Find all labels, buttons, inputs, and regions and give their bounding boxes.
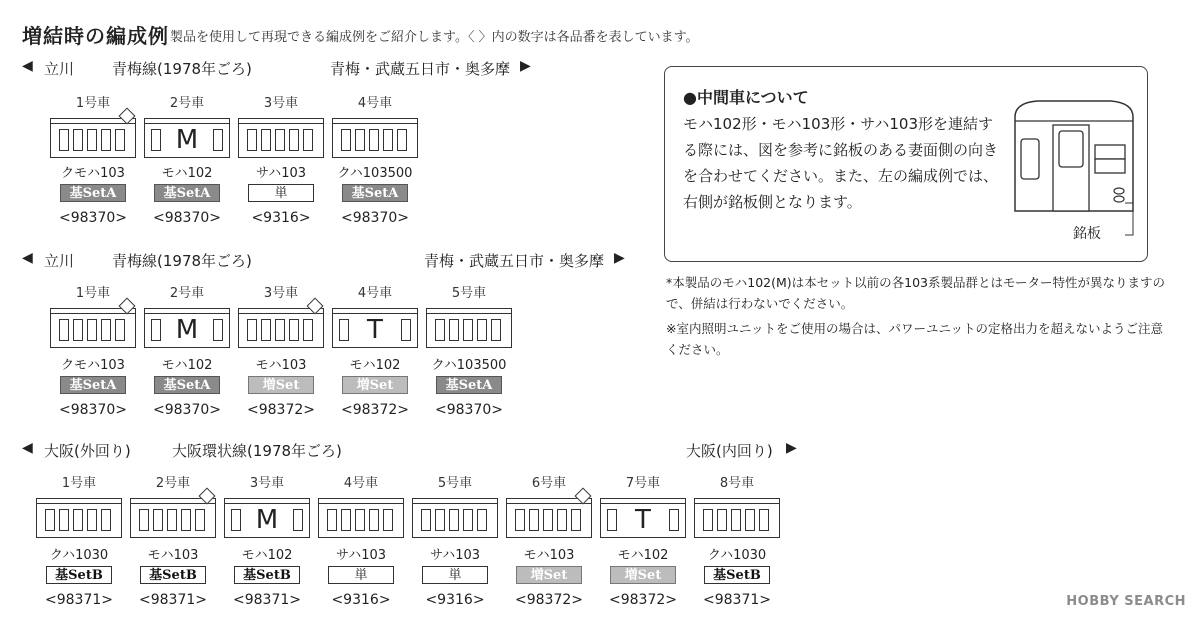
middle-car-info-box: [664, 66, 1148, 262]
car-number: 2号車: [155, 476, 191, 491]
car-roof-line: [239, 313, 323, 314]
set-badge: 単: [422, 566, 488, 584]
set-badge: 基SetB: [46, 566, 112, 584]
car-model: クモハ103: [61, 166, 125, 181]
car-window: [369, 129, 379, 151]
car-mark: [333, 314, 417, 346]
car-illustration: [50, 118, 136, 158]
car-window: [421, 509, 431, 531]
product-code: <98370>: [153, 402, 221, 418]
car-roof-line: [37, 503, 121, 504]
car-window: [87, 509, 97, 531]
car-window: [73, 129, 83, 151]
car-mark: [601, 504, 685, 536]
car-window: [275, 319, 285, 341]
car-model: モハ102: [161, 358, 213, 373]
car-window: [435, 319, 445, 341]
set-badge: 単: [328, 566, 394, 584]
car-model: クハ103500: [431, 358, 507, 373]
motor-note: *本製品のモハ102(M)は本セット以前の各103系製品群とはモーター特性が異なりますので、併結は行わないでください。: [666, 275, 1166, 311]
car-window: [731, 509, 741, 531]
product-code: <98370>: [59, 210, 127, 226]
car-illustration: [506, 498, 592, 538]
car-number: 2号車: [169, 96, 205, 111]
car-window: [717, 509, 727, 531]
set-badge: 基SetB: [140, 566, 206, 584]
car-roof-line: [51, 123, 135, 124]
car-window: [449, 319, 459, 341]
car-window: [261, 319, 271, 341]
car-window: [449, 509, 459, 531]
set-badge: 増Set: [342, 376, 408, 394]
car-number: 5号車: [437, 476, 473, 491]
car-mark-letter: T: [361, 315, 389, 345]
set-badge: 基SetA: [60, 184, 126, 202]
nameplate-label: 銘板: [1073, 226, 1101, 242]
right-arrow-icon: ▶: [614, 250, 625, 266]
car-window: [515, 509, 525, 531]
car-window: [181, 509, 191, 531]
car-window: [275, 129, 285, 151]
car-window: [87, 319, 97, 341]
product-code: <9316>: [425, 592, 485, 608]
car-window: [529, 509, 539, 531]
car-mark-letter: T: [629, 505, 657, 535]
car-model: サハ103: [429, 548, 481, 563]
product-code: <98371>: [703, 592, 771, 608]
car-model: モハ103: [147, 548, 199, 563]
direction-right-label: 青梅・武蔵五日市・奥多摩: [424, 252, 605, 270]
line-label: 青梅線(1978年ごろ): [112, 60, 252, 78]
car-window: [289, 129, 299, 151]
product-code: <98371>: [233, 592, 301, 608]
car-number: 7号車: [625, 476, 661, 491]
car-roof-line: [131, 503, 215, 504]
set-badge: 単: [248, 184, 314, 202]
set-badge: 基SetA: [154, 376, 220, 394]
car-window: [463, 509, 473, 531]
car-number: 3号車: [249, 476, 285, 491]
car-roof-line: [413, 503, 497, 504]
car-mark: [225, 504, 309, 536]
car-window: [73, 319, 83, 341]
car-window: [341, 509, 351, 531]
right-arrow-icon: ▶: [786, 440, 797, 456]
car-window: [477, 509, 487, 531]
set-badge: 基SetB: [234, 566, 300, 584]
car-model: サハ103: [255, 166, 307, 181]
car-mark: [145, 314, 229, 346]
product-code: <98372>: [609, 592, 677, 608]
car-window: [139, 509, 149, 531]
product-code: <98371>: [139, 592, 207, 608]
car-window: [369, 509, 379, 531]
car-model: モハ102: [241, 548, 293, 563]
car-window: [491, 319, 501, 341]
info-text: モハ102形・モハ103形・サハ103形を連結する際には、図を参考に銘板のある妻面側の向きを合わせてください。また、左の編成例では、右側が銘板側となります。: [683, 115, 999, 211]
car-roof-line: [319, 503, 403, 504]
car-number: 3号車: [263, 286, 299, 301]
product-code: <98370>: [153, 210, 221, 226]
car-window: [303, 129, 313, 151]
car-window: [327, 509, 337, 531]
car-illustration: [50, 308, 136, 348]
car-roof-line: [51, 313, 135, 314]
car-window: [59, 319, 69, 341]
car-model: クハ1030: [49, 548, 109, 563]
car-model: クハ1030: [707, 548, 767, 563]
set-badge: 基SetA: [436, 376, 502, 394]
car-window: [703, 509, 713, 531]
car-model: モハ103: [523, 548, 575, 563]
car-illustration: [36, 498, 122, 538]
set-badge: 基SetA: [342, 184, 408, 202]
car-roof-line: [507, 503, 591, 504]
set-badge: 増Set: [248, 376, 314, 394]
car-illustration: [238, 118, 324, 158]
car-illustration: [332, 118, 418, 158]
car-number: 5号車: [451, 286, 487, 301]
car-illustration: [426, 308, 512, 348]
direction-left-label: 大阪(外回り): [44, 442, 131, 460]
product-code: <98370>: [435, 402, 503, 418]
car-illustration: [144, 118, 230, 158]
left-arrow-icon: ◀: [22, 250, 33, 266]
car-illustration: [332, 308, 418, 348]
car-window: [543, 509, 553, 531]
car-number: 2号車: [169, 286, 205, 301]
info-heading: ●中間車について: [683, 88, 809, 107]
car-number: 1号車: [61, 476, 97, 491]
car-illustration: [224, 498, 310, 538]
product-code: <9316>: [331, 592, 391, 608]
car-window: [397, 129, 407, 151]
car-window: [477, 319, 487, 341]
product-code: <98372>: [247, 402, 315, 418]
car-window: [101, 509, 111, 531]
car-number: 4号車: [357, 286, 393, 301]
car-model: サハ103: [335, 548, 387, 563]
product-code: <98370>: [341, 210, 409, 226]
car-mark-letter: M: [250, 505, 284, 535]
car-window: [435, 509, 445, 531]
set-badge: 増Set: [516, 566, 582, 584]
car-illustration: [130, 498, 216, 538]
car-window: [341, 129, 351, 151]
product-code: <98370>: [59, 402, 127, 418]
car-window: [557, 509, 567, 531]
car-illustration: [412, 498, 498, 538]
car-window: [87, 129, 97, 151]
car-window: [383, 509, 393, 531]
car-illustration: [694, 498, 780, 538]
car-window: [571, 509, 581, 531]
car-window: [59, 509, 69, 531]
watermark-logo: HOBBY SEARCH: [1066, 594, 1186, 609]
right-arrow-icon: ▶: [520, 58, 531, 74]
car-window: [115, 129, 125, 151]
set-badge: 基SetA: [154, 184, 220, 202]
car-window: [115, 319, 125, 341]
car-window: [153, 509, 163, 531]
car-window: [355, 509, 365, 531]
direction-right-label: 大阪(内回り): [686, 442, 773, 460]
car-window: [247, 319, 257, 341]
car-window: [59, 129, 69, 151]
direction-right-label: 青梅・武蔵五日市・奥多摩: [330, 60, 511, 78]
car-number: 6号車: [531, 476, 567, 491]
direction-left-label: 立川: [44, 252, 75, 270]
car-window: [101, 319, 111, 341]
title-note: 製品を使用して再現できる編成例をご紹介します。〈 〉内の数字は各品番を表しています。: [170, 30, 699, 45]
car-number: 3号車: [263, 96, 299, 111]
car-model: モハ102: [349, 358, 401, 373]
car-window: [383, 129, 393, 151]
car-illustration: [144, 308, 230, 348]
car-window: [759, 509, 769, 531]
car-window: [261, 129, 271, 151]
car-number: 4号車: [343, 476, 379, 491]
product-code: <9316>: [251, 210, 311, 226]
car-number: 8号車: [719, 476, 755, 491]
car-model: モハ102: [617, 548, 669, 563]
car-roof-line: [239, 123, 323, 124]
left-arrow-icon: ◀: [22, 58, 33, 74]
car-number: 4号車: [357, 96, 393, 111]
car-window: [45, 509, 55, 531]
line-label: 青梅線(1978年ごろ): [112, 252, 252, 270]
car-window: [167, 509, 177, 531]
set-badge: 増Set: [610, 566, 676, 584]
car-illustration: [318, 498, 404, 538]
car-number: 1号車: [75, 286, 111, 301]
car-illustration: [238, 308, 324, 348]
set-badge: 基SetA: [60, 376, 126, 394]
car-window: [289, 319, 299, 341]
car-number: 1号車: [75, 96, 111, 111]
left-arrow-icon: ◀: [22, 440, 33, 456]
product-code: <98371>: [45, 592, 113, 608]
car-window: [195, 509, 205, 531]
lighting-note: ※室内照明ユニットをご使用の場合は、パワーユニットの定格出力を超えないようご注意ください。: [666, 321, 1163, 357]
car-roof-line: [427, 313, 511, 314]
car-window: [101, 129, 111, 151]
car-window: [745, 509, 755, 531]
product-code: <98372>: [515, 592, 583, 608]
car-model: モハ102: [161, 166, 213, 181]
product-code: <98372>: [341, 402, 409, 418]
car-model: クハ103500: [337, 166, 413, 181]
car-window: [463, 319, 473, 341]
car-roof-line: [333, 123, 417, 124]
line-label: 大阪環状線(1978年ごろ): [172, 442, 342, 460]
car-window: [73, 509, 83, 531]
car-window: [303, 319, 313, 341]
car-window: [247, 129, 257, 151]
car-mark-letter: M: [170, 315, 204, 345]
car-illustration: [600, 498, 686, 538]
car-model: クモハ103: [61, 358, 125, 373]
car-roof-line: [695, 503, 779, 504]
car-mark-letter: M: [170, 125, 204, 155]
car-mark: [145, 124, 229, 156]
page-title: 増結時の編成例: [22, 24, 169, 48]
car-window: [355, 129, 365, 151]
set-badge: 基SetB: [704, 566, 770, 584]
car-model: モハ103: [255, 358, 307, 373]
direction-left-label: 立川: [44, 60, 75, 78]
